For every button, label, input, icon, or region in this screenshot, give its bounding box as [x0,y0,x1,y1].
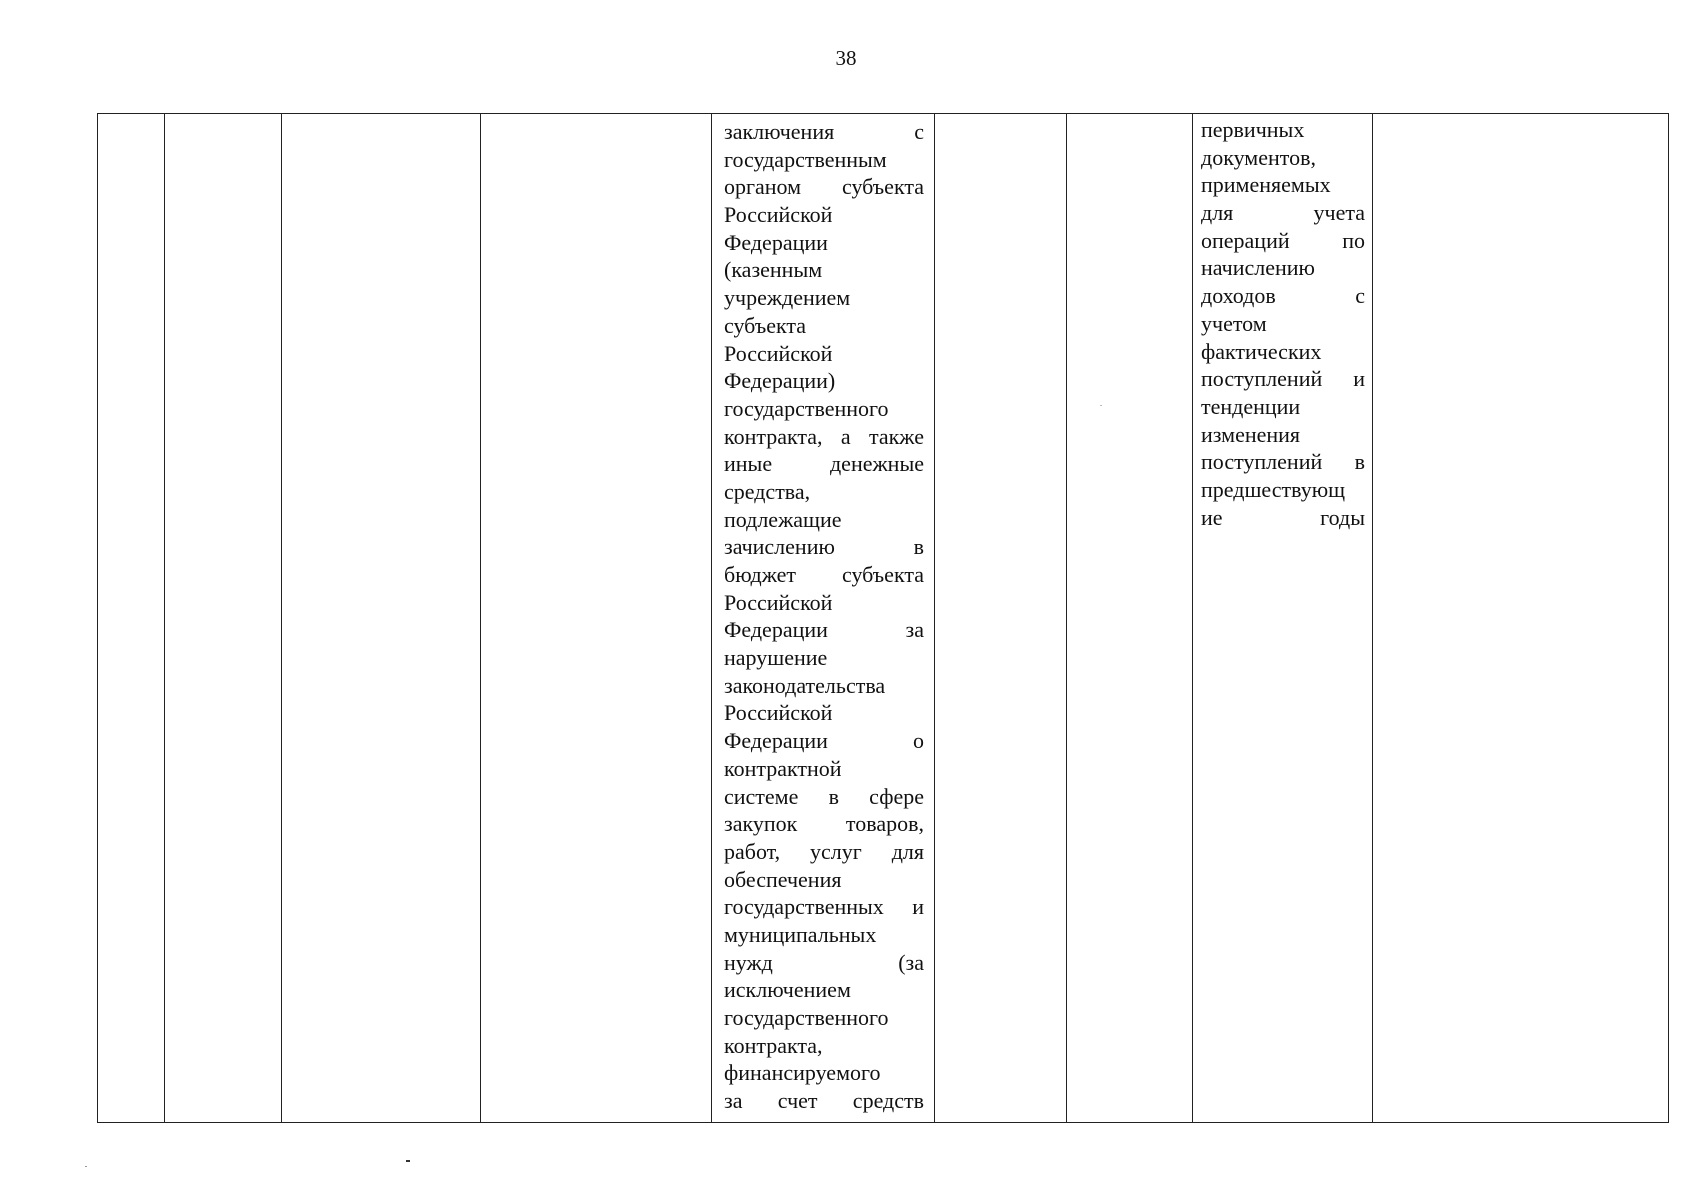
calculation-method-line: тенденции [1201,393,1301,419]
revenue-description-line: иные денежные [724,451,924,477]
revenue-description-line: Российской [724,589,833,615]
calculation-method-line: доходов с [1201,283,1365,309]
revenue-description-line: учреждением [724,285,851,311]
calculation-method-line: для учета [1201,200,1365,226]
calculation-method-line: поступлений в [1201,449,1365,475]
revenue-description-line: подлежащие [724,506,842,532]
revenue-description-line: за счет средств [724,1088,924,1114]
revenue-description-line: муниципальных [724,921,877,947]
calculation-method-line: ие годы [1201,504,1365,530]
column-divider-5 [934,114,935,1122]
revenue-description-line: нужд (за [724,949,924,975]
revenue-description-line: контрактной [724,755,842,781]
revenue-description-line: Федерации за [724,617,924,643]
revenue-description-line: государственного [724,395,889,421]
revenue-description-line: закупок товаров, [724,811,924,837]
revenue-description-line: контракта, [724,1032,823,1058]
calculation-method-line: изменения [1201,421,1301,447]
revenue-description-line: субъекта [724,312,807,338]
column-divider-8 [1372,114,1373,1122]
revenue-description-line: государственных и [724,894,924,920]
column-divider-2 [281,114,282,1122]
revenue-description-line: нарушение [724,645,828,671]
page-number: 38 [835,46,857,70]
revenue-description-line: Российской [724,202,833,228]
revenue-description-line: системе в сфере [724,783,924,809]
revenue-description-line: Федерации о [724,728,924,754]
scan-speck [85,1166,87,1167]
scan-speck [1100,405,1102,406]
column-divider-7 [1192,114,1193,1122]
table-cell-calculation-method [1201,116,1365,531]
calculation-method-line: документов, [1201,144,1316,170]
revenue-description-line: обеспечения [724,866,842,892]
column-divider-3 [480,114,481,1122]
scan-speck [406,1160,410,1162]
revenue-description-line: работ, услуг для [724,838,924,864]
revenue-description-line: (казенным [724,257,823,283]
revenue-description-line: органом субъекта [724,174,924,200]
revenue-description-line: Российской [724,340,833,366]
calculation-method-line: начислению [1201,255,1315,281]
revenue-description-line: финансируемого [724,1060,881,1086]
revenue-description-line: Федерации) [724,368,836,394]
revenue-description-line: исключением [724,977,851,1003]
calculation-method-line: применяемых [1201,172,1331,198]
table-cell-revenue-description [724,118,924,1115]
column-divider-1 [164,114,165,1122]
calculation-method-line: поступлений и [1201,366,1365,392]
revenue-description-line: бюджет субъекта [724,562,924,587]
revenue-description-line: средства, [724,478,811,504]
column-divider-6 [1066,114,1067,1122]
calculation-method-line: операций по [1201,227,1365,253]
revenue-description-line: зачислению в [724,534,924,560]
calculation-method-line: учетом [1201,310,1267,336]
column-divider-4 [711,114,712,1122]
revenue-description-line: контракта, а также [724,423,924,449]
calculation-method-line: первичных [1201,117,1305,142]
document-table [97,113,1669,1123]
revenue-description-line: Федерации [724,229,828,255]
revenue-description-line: государственным [724,146,887,172]
revenue-description-line: Российской [724,700,833,726]
calculation-method-line: предшествующ [1201,476,1346,502]
revenue-description-line: законодательства [724,672,886,698]
calculation-method-line: фактических [1201,338,1322,364]
revenue-description-line: государственного [724,1005,889,1030]
revenue-description-line: заключения с [724,119,924,144]
